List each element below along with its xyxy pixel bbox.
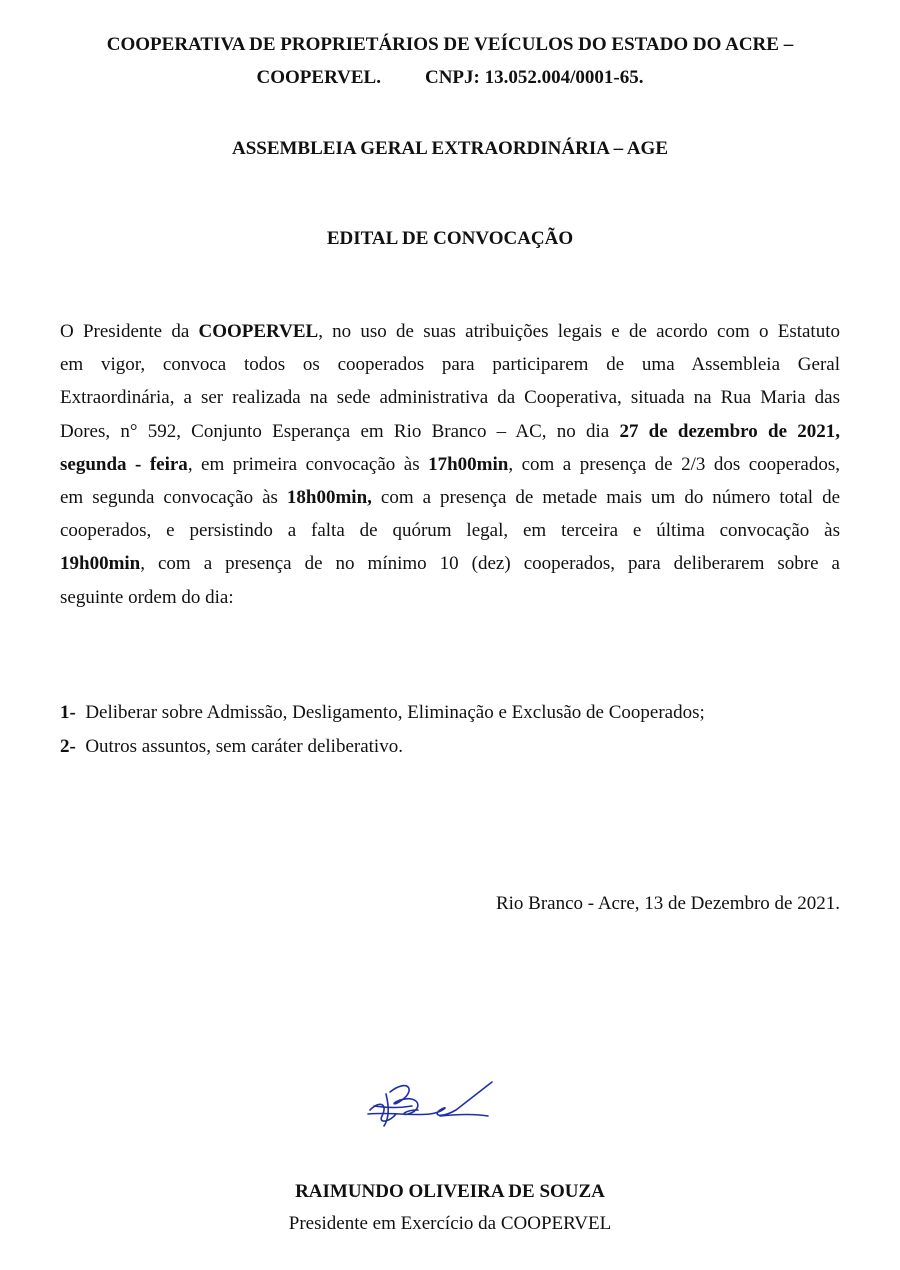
- third-call-time: 19h00min: [60, 553, 141, 575]
- header-line-1: COOPERATIVA DE PROPRIETÁRIOS DE VEÍCULOS DO ESTADO DO ACRE –: [106, 34, 794, 55]
- meeting-date: 27 de dezembro de 2021,: [619, 420, 840, 442]
- text: em segunda convocação às: [60, 486, 287, 508]
- assembly-title: ASSEMBLEIA GERAL EXTRAORDINÁRIA – AGE: [231, 138, 669, 159]
- text: Extraordinária, a ser realizada na sede administrativa da Cooperativa, situada na Rua Maria das: [60, 387, 840, 409]
- agenda-text: Deliberar sobre Admissão, Desligamento, Eliminação e Exclusão de Cooperados;: [85, 702, 705, 723]
- signatory-name: RAIMUNDO OLIVEIRA DE SOUZA: [295, 1181, 605, 1202]
- first-call-time: 17h00min: [428, 453, 509, 475]
- signature-icon: [360, 1070, 500, 1130]
- notice-title: EDITAL DE CONVOCAÇÃO: [326, 228, 574, 249]
- text: com a presença de metade mais um do número total de: [371, 486, 841, 508]
- agenda-number: 1-: [60, 702, 76, 723]
- text: O Presidente da: [60, 321, 199, 342]
- text: , no uso de suas atribuições legais e de acordo com o Estatuto: [318, 321, 840, 342]
- text: , em primeira convocação às: [187, 453, 429, 475]
- bold-text: COOPERVEL: [198, 321, 319, 342]
- header-line-2: [0, 67, 900, 89]
- agenda-item: [60, 736, 403, 758]
- convocation-paragraph: [60, 315, 840, 614]
- signatory-role: Presidente em Exercício da COOPERVEL: [288, 1213, 612, 1234]
- text: em vigor, convoca todos os cooperados para participarem de uma Assembleia Geral: [60, 354, 840, 376]
- cooperative-name: COOPERVEL.: [256, 67, 381, 88]
- agenda-number: 2-: [60, 736, 76, 757]
- text: cooperados, e persistindo a falta de quórum legal, em terceira e última convocação às: [60, 520, 840, 542]
- place-date: Rio Branco - Acre, 13 de Dezembro de 2021.: [495, 893, 840, 914]
- agenda-text: Outros assuntos, sem caráter deliberativo.: [85, 736, 403, 757]
- second-call-time: 18h00min,: [286, 486, 372, 508]
- text: Dores, n° 592, Conjunto Esperança em Rio Branco – AC, no dia: [60, 420, 620, 442]
- text: , com a presença de no mínimo 10 (dez) cooperados, para deliberarem sobre a: [140, 553, 840, 575]
- text: seguinte ordem do dia:: [60, 586, 234, 608]
- weekday: segunda - feira: [60, 453, 188, 475]
- agenda-item: [60, 702, 705, 724]
- text: , com a presença de 2/3 dos cooperados,: [508, 453, 841, 475]
- cnpj: CNPJ: 13.052.004/0001-65.: [424, 67, 644, 88]
